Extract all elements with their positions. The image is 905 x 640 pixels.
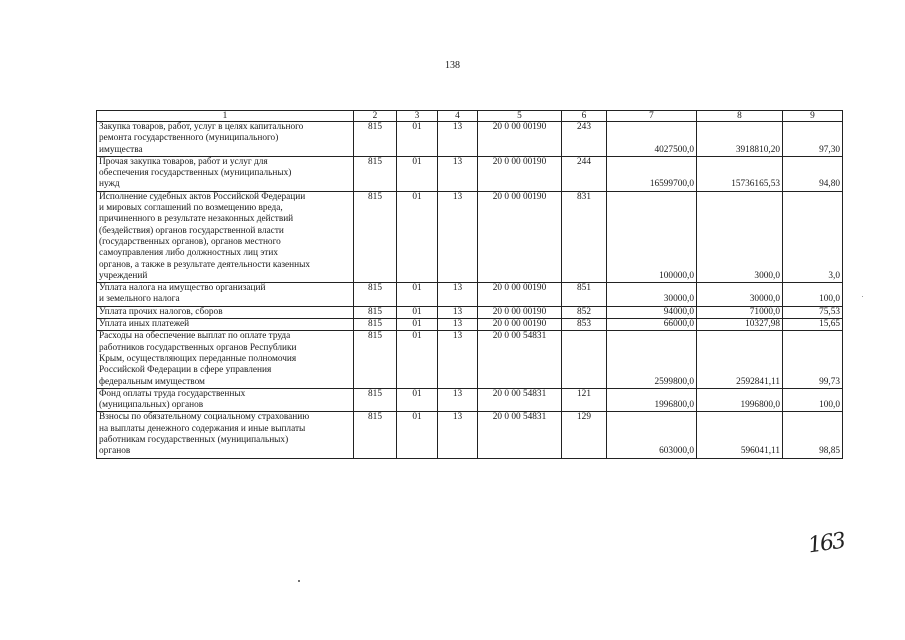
col-header-2: 2: [354, 111, 397, 122]
planned-amount-cell: 2599800,0: [607, 331, 697, 388]
expense-name-cell: [97, 283, 354, 307]
section-code-cell: 01: [397, 319, 438, 331]
budget-table: [96, 110, 843, 459]
table-row: [97, 331, 843, 388]
subsection-code-cell: 13: [438, 319, 478, 331]
table-row: [97, 122, 843, 157]
planned-amount-cell: 94000,0: [607, 306, 697, 318]
execution-percent-cell: 97,30: [783, 122, 843, 157]
executed-amount-cell: 2592841,11: [697, 331, 783, 388]
planned-amount-cell: 30000,0: [607, 283, 697, 307]
section-code-cell: 01: [397, 156, 438, 191]
col-header-3: 3: [397, 111, 438, 122]
expense-name-line: (муниципальных) органов: [99, 400, 204, 411]
expense-name-line: Прочая закупка товаров, работ и услуг для: [99, 156, 268, 167]
expense-name-line: Уплата налога на имущество организаций: [99, 283, 266, 294]
execution-percent-cell: 98,85: [783, 412, 843, 458]
col-header-4: 4: [438, 111, 478, 122]
expense-name-cell: [97, 156, 354, 191]
page-number: 138: [445, 60, 460, 71]
subsection-code-cell: 13: [438, 388, 478, 412]
executed-amount-cell: 3000,0: [697, 191, 783, 282]
execution-percent-cell: 3,0: [783, 191, 843, 282]
execution-percent-cell: 99,73: [783, 331, 843, 388]
section-code-cell: 01: [397, 122, 438, 157]
expense-name-line: Крым, осуществляющих переданные полномочия: [99, 353, 297, 364]
expense-name-line: Уплата иных платежей: [99, 319, 190, 330]
expense-type-cell: 121: [562, 388, 607, 412]
col-header-1: 1: [97, 111, 354, 122]
executed-amount-cell: 71000,0: [697, 306, 783, 318]
expense-name-line: работникам государственных (муниципальных): [99, 435, 289, 446]
section-code-cell: 01: [397, 331, 438, 388]
expense-name-line: работников государственных органов Республики: [99, 342, 297, 353]
executed-amount-cell: 15736165,53: [697, 156, 783, 191]
subsection-code-cell: 13: [438, 156, 478, 191]
chapter-code-cell: 815: [354, 283, 397, 307]
expense-name-line: и земельного налога: [99, 294, 180, 305]
target-article-cell: 20 0 00 00190: [478, 122, 562, 157]
chapter-code-cell: 815: [354, 191, 397, 282]
subsection-code-cell: 13: [438, 412, 478, 458]
section-code-cell: 01: [397, 306, 438, 318]
expense-name-cell: [97, 191, 354, 282]
expense-name-line: (бездействия) органов государственной власти: [99, 225, 284, 236]
col-header-5: 5: [478, 111, 562, 122]
expense-name-cell: [97, 122, 354, 157]
expense-name-cell: [97, 331, 354, 388]
expense-name-line: Российской Федерации в сфере управления: [99, 365, 272, 376]
subsection-code-cell: 13: [438, 331, 478, 388]
target-article-cell: 20 0 00 00190: [478, 306, 562, 318]
chapter-code-cell: 815: [354, 388, 397, 412]
section-code-cell: 01: [397, 388, 438, 412]
target-article-cell: 20 0 00 00190: [478, 319, 562, 331]
executed-amount-cell: 3918810,20: [697, 122, 783, 157]
scan-speck: [298, 580, 300, 582]
expense-name-line: ремонта государственного (муниципального): [99, 133, 279, 144]
col-header-7: 7: [607, 111, 697, 122]
expense-name-cell: [97, 319, 354, 331]
section-code-cell: 01: [397, 283, 438, 307]
target-article-cell: 20 0 00 54831: [478, 331, 562, 388]
table-row: [97, 388, 843, 412]
scan-speck: [862, 296, 863, 297]
table-row: [97, 412, 843, 458]
expense-type-cell: 244: [562, 156, 607, 191]
expense-name-line: на выплаты денежного содержания и иные выплаты: [99, 423, 306, 434]
expense-type-cell: 852: [562, 306, 607, 318]
target-article-cell: 20 0 00 54831: [478, 388, 562, 412]
expense-name-line: нужд: [99, 179, 120, 190]
expense-name-line: федеральным имуществом: [99, 376, 205, 387]
target-article-cell: 20 0 00 54831: [478, 412, 562, 458]
chapter-code-cell: 815: [354, 331, 397, 388]
subsection-code-cell: 13: [438, 306, 478, 318]
expense-name-line: Уплата прочих налогов, сборов: [99, 306, 223, 317]
expense-name-line: органов: [99, 446, 131, 457]
expense-name-line: учреждений: [99, 270, 148, 281]
execution-percent-cell: 100,0: [783, 388, 843, 412]
expense-name-cell: [97, 306, 354, 318]
chapter-code-cell: 815: [354, 306, 397, 318]
table-row: [97, 191, 843, 282]
chapter-code-cell: 815: [354, 319, 397, 331]
execution-percent-cell: 75,53: [783, 306, 843, 318]
planned-amount-cell: 603000,0: [607, 412, 697, 458]
executed-amount-cell: 596041,11: [697, 412, 783, 458]
expense-type-cell: 129: [562, 412, 607, 458]
planned-amount-cell: 100000,0: [607, 191, 697, 282]
col-header-9: 9: [783, 111, 843, 122]
execution-percent-cell: 15,65: [783, 319, 843, 331]
subsection-code-cell: 13: [438, 122, 478, 157]
expense-type-cell: [562, 331, 607, 388]
target-article-cell: 20 0 00 00190: [478, 283, 562, 307]
expense-name-line: имущества: [99, 144, 143, 155]
subsection-code-cell: 13: [438, 283, 478, 307]
section-code-cell: 01: [397, 191, 438, 282]
executed-amount-cell: 10327,98: [697, 319, 783, 331]
col-header-6: 6: [562, 111, 607, 122]
expense-name-line: обеспечения государственных (муниципальных): [99, 168, 292, 179]
target-article-cell: 20 0 00 00190: [478, 156, 562, 191]
chapter-code-cell: 815: [354, 122, 397, 157]
expense-type-cell: 243: [562, 122, 607, 157]
expense-type-cell: 853: [562, 319, 607, 331]
subsection-code-cell: 13: [438, 191, 478, 282]
expense-name-line: и мировых соглашений по возмещению вреда,: [99, 203, 283, 214]
expense-name-line: причиненного в результате незаконных действий: [99, 214, 294, 225]
expense-name-line: Закупка товаров, работ, услуг в целях капитального: [99, 122, 304, 132]
executed-amount-cell: 30000,0: [697, 283, 783, 307]
chapter-code-cell: 815: [354, 412, 397, 458]
table-row: [97, 156, 843, 191]
planned-amount-cell: 66000,0: [607, 319, 697, 331]
expense-type-cell: 851: [562, 283, 607, 307]
chapter-code-cell: 815: [354, 156, 397, 191]
handwritten-page-annotation: 163: [806, 528, 846, 559]
expense-name-line: самоуправления либо должностных лиц этих: [99, 248, 278, 259]
expense-name-line: Исполнение судебных актов Российской Федерации: [99, 191, 306, 202]
planned-amount-cell: 16599700,0: [607, 156, 697, 191]
planned-amount-cell: 4027500,0: [607, 122, 697, 157]
expense-name-line: Взносы по обязательному социальному страхованию: [99, 412, 310, 423]
executed-amount-cell: 1996800,0: [697, 388, 783, 412]
expense-name-line: органов, а также в результате деятельности казенных: [99, 259, 311, 270]
expense-name-cell: [97, 412, 354, 458]
execution-percent-cell: 94,80: [783, 156, 843, 191]
expense-name-line: (государственных органов), органов местного: [99, 236, 281, 247]
section-code-cell: 01: [397, 412, 438, 458]
budget-table-body: [97, 122, 843, 459]
table-row: [97, 306, 843, 318]
execution-percent-cell: 100,0: [783, 283, 843, 307]
expense-name-line: Фонд оплаты труда государственных: [99, 388, 246, 399]
planned-amount-cell: 1996800,0: [607, 388, 697, 412]
target-article-cell: 20 0 00 00190: [478, 191, 562, 282]
table-row: [97, 319, 843, 331]
table-header-row: [97, 111, 843, 122]
expense-type-cell: 831: [562, 191, 607, 282]
expense-name-cell: [97, 388, 354, 412]
expense-name-line: Расходы на обеспечение выплат по оплате труда: [99, 331, 291, 342]
table-row: [97, 283, 843, 307]
col-header-8: 8: [697, 111, 783, 122]
